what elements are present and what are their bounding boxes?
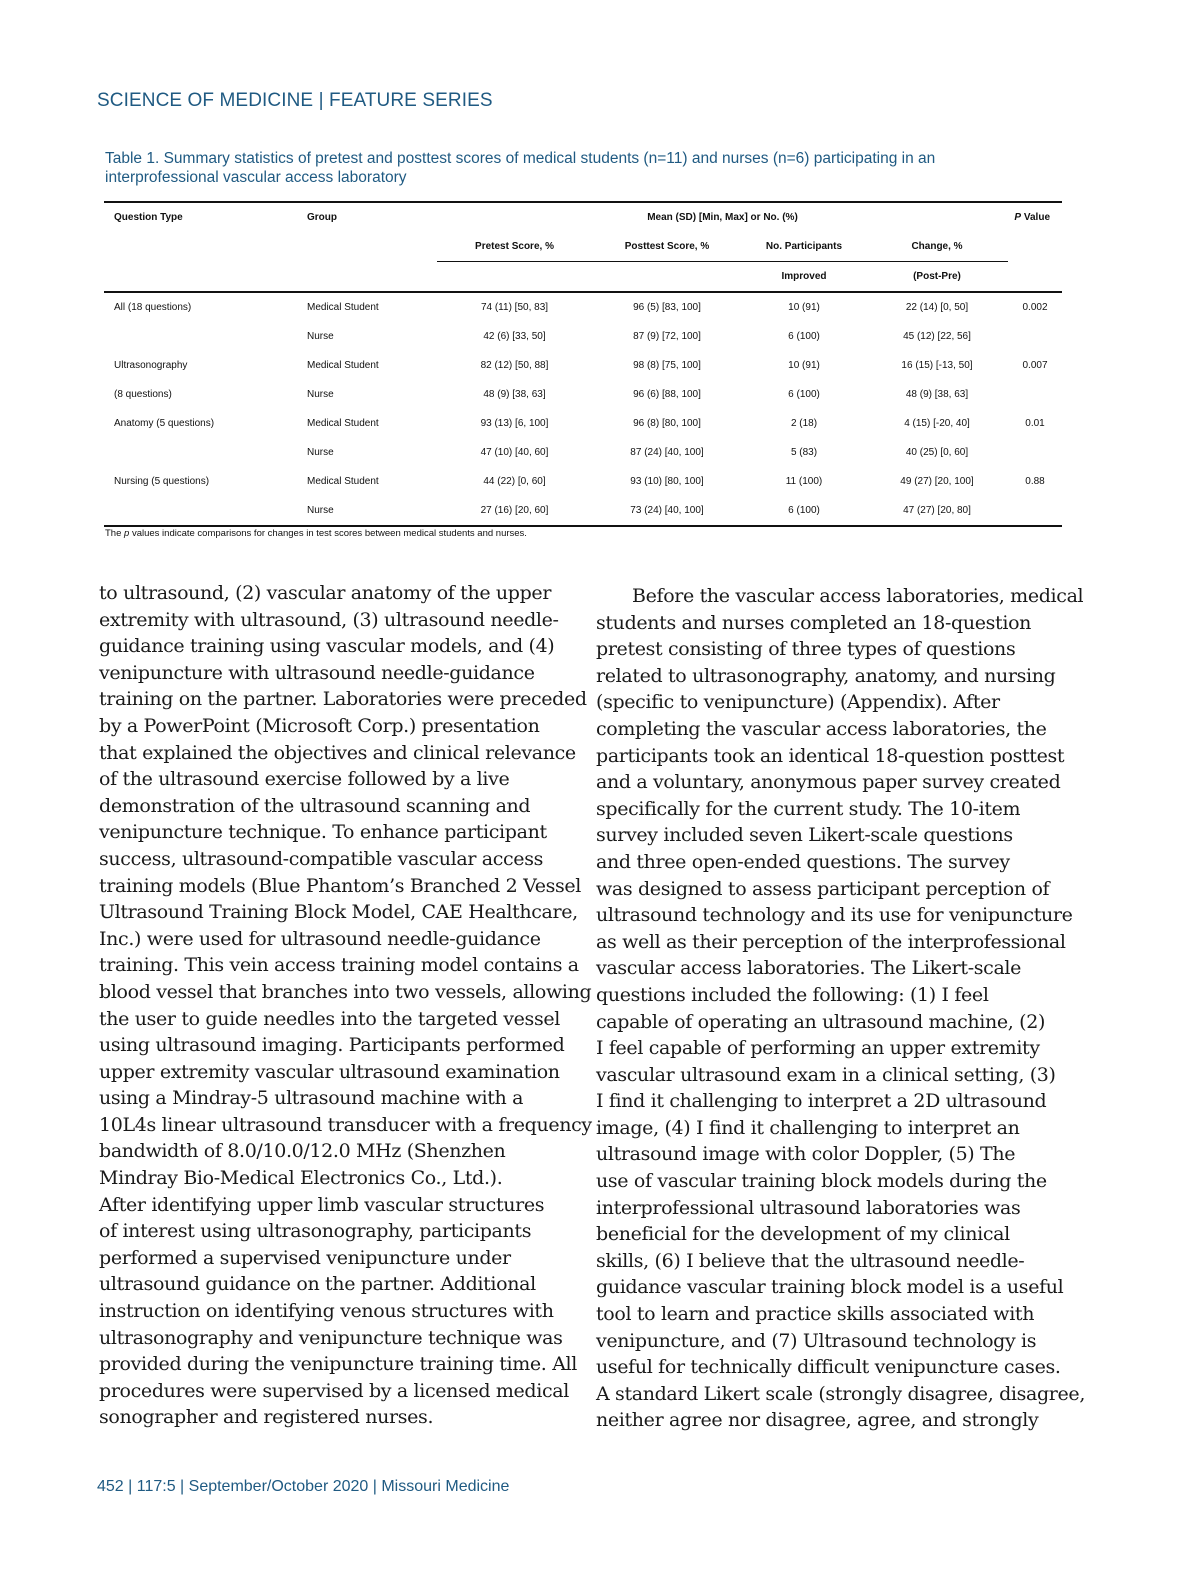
cell-question-type: (8 questions): [114, 389, 172, 400]
table-row: [104, 380, 1062, 409]
right-column-line: specifically for the current study. The 10-item: [596, 797, 1021, 820]
left-column-line: by a PowerPoint (Microsoft Corp.) presentation: [99, 714, 540, 737]
summary-table: [104, 201, 1062, 527]
right-column-line: and a voluntary, anonymous paper survey created: [596, 771, 1061, 794]
running-head: SCIENCE OF MEDICINE | FEATURE SERIES: [97, 90, 493, 111]
cell-question-type: [104, 438, 307, 467]
cell-p-value: 0.88: [1025, 476, 1045, 487]
right-column-line: I find it challenging to interpret a 2D ultrasound: [596, 1090, 1047, 1113]
footnote-after: values indicate comparisons for changes in test scores between medical students and nurses.: [129, 528, 527, 539]
left-column-line: training. This vein access training model contains a: [99, 954, 579, 977]
cell-group: Nurse: [307, 505, 334, 516]
right-column-line: ultrasound technology and its use for venipuncture: [596, 904, 1073, 927]
right-column-line: image, (4) I find it challenging to interpret an: [596, 1116, 1020, 1139]
cell-change: 22 (14) [0, 50]: [905, 302, 969, 313]
right-column-line: questions included the following: (1) I feel: [596, 983, 989, 1006]
left-column-line: Ultrasound Training Block Model, CAE Healthcare,: [99, 901, 578, 924]
right-column-line: capable of operating an ultrasound machine, (2): [596, 1010, 1046, 1033]
cell-p-value: 0.007: [1022, 360, 1048, 371]
header-pretest: Pretest Score, %: [437, 232, 592, 262]
cell-change: 47 (27) [20, 80]: [903, 505, 971, 516]
cell-improved: 5 (83): [790, 447, 818, 458]
body-column-right: [596, 583, 1086, 1434]
right-column-line: vascular ultrasound exam in a clinical setting, (3): [596, 1063, 1056, 1086]
header-p-rest: Value: [1021, 212, 1050, 223]
left-column-line: provided during the venipuncture training time. All: [99, 1353, 578, 1376]
header-improved-2: Improved: [781, 271, 827, 282]
left-column-line: bandwidth of 8.0/10.0/12.0 MHz (Shenzhen: [99, 1140, 506, 1163]
table-row: [104, 438, 1062, 467]
right-column-line: and three open-ended questions. The survey: [596, 850, 1010, 873]
left-column-line: of the ultrasound exercise followed by a live: [99, 768, 510, 791]
cell-pretest: 93 (13) [6, 100]: [480, 418, 549, 429]
left-column-line: that explained the objectives and clinical relevance: [99, 741, 576, 764]
cell-posttest: 96 (6) [88, 100]: [633, 389, 701, 400]
cell-group: Medical Student: [307, 418, 379, 429]
cell-question-type: Anatomy (5 questions): [114, 418, 215, 429]
left-column-line: sonographer and registered nurses.: [99, 1406, 434, 1429]
cell-pretest: 27 (16) [20, 60]: [480, 505, 549, 516]
left-column-line: ultrasound guidance on the partner. Additional: [99, 1273, 536, 1296]
right-column-line: Before the vascular access laboratories, medical: [632, 585, 1084, 607]
cell-change: 16 (15) [-13, 50]: [901, 360, 973, 371]
cell-improved: 11 (100): [785, 476, 823, 487]
header-change-1: Change, %: [866, 232, 1008, 262]
left-column-line: Mindray Bio-Medical Electronics Co., Ltd.).: [99, 1167, 503, 1190]
right-column-line: neither agree nor disagree, agree, and strongly: [596, 1409, 1039, 1432]
cell-change: 40 (25) [0, 60]: [905, 447, 969, 458]
cell-pretest: 42 (6) [33, 50]: [483, 331, 546, 342]
left-column-line: blood vessel that branches into two vessels, allowing: [99, 980, 592, 1003]
header-p-italic: P: [1014, 212, 1022, 223]
left-column-line: extremity with ultrasound, (3) ultrasound needle-: [99, 608, 559, 631]
left-column-line: training on the partner. Laboratories were preceded: [99, 688, 587, 711]
cell-posttest: 87 (24) [40, 100]: [630, 447, 704, 458]
cell-change: 48 (9) [38, 63]: [905, 389, 969, 400]
right-column-line: I feel capable of performing an upper extremity: [596, 1037, 1040, 1060]
table-row: [104, 496, 1062, 526]
left-column-line: training models (Blue Phantom’s Branched 2 Vessel: [99, 874, 582, 897]
cell-group: Nurse: [307, 331, 334, 342]
page-footer: 452 | 117:5 | September/October 2020 | Missouri Medicine: [97, 1478, 510, 1495]
right-column-line: participants took an identical 18-question posttest: [596, 744, 1065, 767]
right-column-line: use of vascular training block models during the: [596, 1170, 1047, 1193]
header-p-value: [1008, 202, 1062, 232]
header-question-type: Question Type: [114, 212, 183, 223]
left-column-line: procedures were supervised by a licensed medical: [99, 1379, 569, 1402]
footnote-before: The: [105, 528, 125, 539]
left-column-line: instruction on identifying venous structures with: [99, 1300, 554, 1323]
cell-question-type: All (18 questions): [114, 302, 192, 313]
left-column-line: Inc.) were used for ultrasound needle-guidance: [99, 927, 541, 950]
cell-improved: 6 (100): [788, 331, 820, 342]
cell-posttest: 73 (24) [40, 100]: [630, 505, 704, 516]
cell-group: Medical Student: [307, 360, 379, 371]
right-column-line: survey included seven Likert-scale questions: [596, 824, 1013, 847]
right-column-line: completing the vascular access laboratories, the: [596, 717, 1047, 740]
left-column-line: After identifying upper limb vascular structures: [99, 1193, 545, 1216]
left-column-line: using ultrasound imaging. Participants performed: [99, 1034, 565, 1057]
table-row: [104, 322, 1062, 351]
cell-change: 49 (27) [20, 100]: [900, 476, 974, 487]
right-column-line: interprofessional ultrasound laboratories was: [596, 1196, 1021, 1219]
left-column-line: upper extremity vascular ultrasound examination: [99, 1060, 560, 1083]
cell-p-value: 0.002: [1022, 302, 1048, 313]
cell-posttest: 87 (9) [72, 100]: [633, 331, 701, 342]
left-column-line: demonstration of the ultrasound scanning and: [99, 794, 531, 817]
header-span: Mean (SD) [Min, Max] or No. (%): [647, 212, 798, 223]
right-column-line: useful for technically difficult venipuncture cases.: [596, 1356, 1061, 1379]
right-column-line: guidance vascular training block model is a useful: [596, 1276, 1064, 1299]
cell-group: Medical Student: [307, 476, 379, 487]
cell-change: 4 (15) [-20, 40]: [904, 418, 970, 429]
cell-pretest: 47 (10) [40, 60]: [480, 447, 549, 458]
left-column-line: the user to guide needles into the targeted vessel: [99, 1007, 560, 1030]
footnote-italic: p: [124, 528, 130, 539]
header-improved-1: No. Participants: [742, 232, 866, 262]
cell-improved: 2 (18): [790, 418, 818, 429]
right-column-line: ultrasound image with color Doppler, (5) The: [596, 1143, 1016, 1166]
right-column-line: vascular access laboratories. The Likert-scale: [596, 957, 1022, 980]
body-column-left: [99, 580, 592, 1431]
cell-pretest: 48 (9) [38, 63]: [483, 389, 546, 400]
cell-p-value: [1008, 322, 1062, 351]
right-column-line: A standard Likert scale (strongly disagree, disagree,: [596, 1382, 1086, 1405]
left-column-line: guidance training using vascular models, and (4): [99, 635, 555, 658]
right-column-line: as well as their perception of the interprofessional: [596, 930, 1066, 953]
header-posttest: Posttest Score, %: [592, 232, 742, 262]
cell-p-value: [1008, 380, 1062, 409]
left-column-line: 10L4s linear ultrasound transducer with a frequency: [99, 1113, 592, 1136]
cell-improved: 10 (91): [788, 302, 820, 313]
cell-p-value: 0.01: [1025, 418, 1045, 429]
table-row: [104, 351, 1062, 380]
cell-improved: 10 (91): [788, 360, 820, 371]
cell-question-type: [104, 496, 307, 526]
header-group: Group: [307, 212, 337, 223]
cell-improved: 6 (100): [788, 389, 820, 400]
cell-p-value: [1008, 496, 1062, 526]
right-column-line: skills, (6) I believe that the ultrasound needle-: [596, 1249, 1025, 1272]
table-caption: Table 1. Summary statistics of pretest and posttest scores of medical students (n=11) and nurses (n=6) participating in an interprofessional vascular access laboratory: [105, 150, 936, 186]
table-row: [104, 467, 1062, 496]
right-column-line: pretest consisting of three types of questions: [596, 638, 1016, 661]
header-change-2: (Post-Pre): [913, 271, 961, 282]
right-column-line: related to ultrasonography, anatomy, and nursing: [596, 664, 1056, 687]
right-column-line: beneficial for the development of my clinical: [596, 1223, 1010, 1246]
cell-pretest: 82 (12) [50, 88]: [480, 360, 549, 371]
cell-question-type: Ultrasonography: [114, 360, 188, 371]
right-column-line: students and nurses completed an 18-question: [596, 611, 1032, 634]
right-column-line: venipuncture, and (7) Ultrasound technology is: [596, 1329, 1037, 1352]
table-row: [104, 409, 1062, 438]
cell-question-type: [104, 322, 307, 351]
cell-posttest: 98 (8) [75, 100]: [633, 360, 701, 371]
left-column-line: of interest using ultrasonography, participants: [99, 1220, 532, 1243]
table-row: [104, 292, 1062, 322]
left-column-line: to ultrasound, (2) vascular anatomy of the upper: [99, 582, 552, 604]
cell-question-type: Nursing (5 questions): [114, 476, 210, 487]
right-column-line: was designed to assess participant perception of: [596, 877, 1050, 900]
cell-group: Nurse: [307, 447, 334, 458]
table-footnote: [105, 528, 527, 539]
left-column-line: venipuncture with ultrasound needle-guidance: [99, 661, 535, 684]
cell-pretest: 74 (11) [50, 83]: [480, 302, 549, 313]
cell-posttest: 96 (8) [80, 100]: [633, 418, 701, 429]
cell-p-value: [1008, 438, 1062, 467]
cell-group: Medical Student: [307, 302, 379, 313]
left-column-line: ultrasonography and venipuncture technique was: [99, 1326, 563, 1349]
cell-group: Nurse: [307, 389, 334, 400]
left-column-line: venipuncture technique. To enhance participant: [99, 821, 547, 844]
cell-posttest: 93 (10) [80, 100]: [630, 476, 704, 487]
right-column-line: tool to learn and practice skills associated with: [596, 1303, 1035, 1326]
cell-change: 45 (12) [22, 56]: [903, 331, 971, 342]
cell-posttest: 96 (5) [83, 100]: [633, 302, 701, 313]
left-column-line: using a Mindray-5 ultrasound machine with a: [99, 1087, 524, 1110]
cell-improved: 6 (100): [788, 505, 820, 516]
cell-pretest: 44 (22) [0, 60]: [483, 476, 546, 487]
right-column-line: (specific to venipuncture) (Appendix). After: [596, 691, 1000, 714]
left-column-line: success, ultrasound-compatible vascular access: [99, 847, 543, 870]
left-column-line: performed a supervised venipuncture under: [99, 1246, 511, 1269]
